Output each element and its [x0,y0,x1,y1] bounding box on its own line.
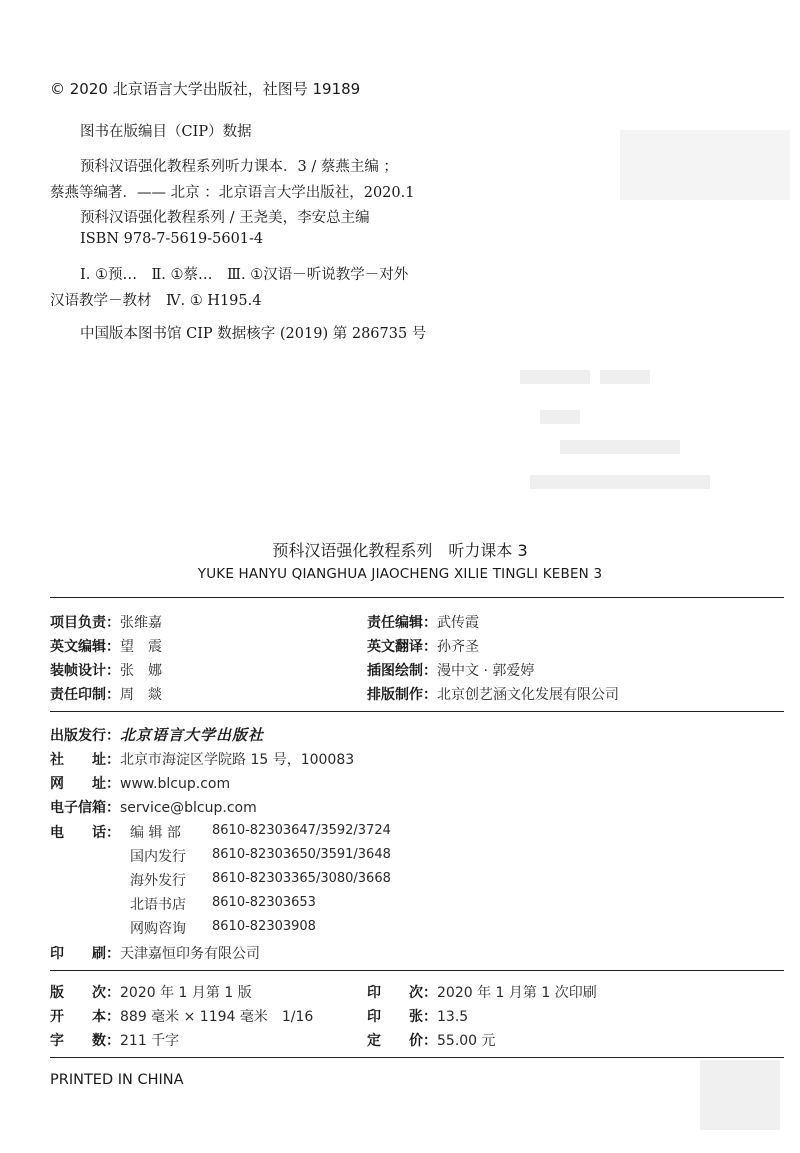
phone-dept: 编 辑 部 [130,825,181,841]
email-label: 电子信箱： [50,800,120,816]
series-title-cn: 预科汉语强化教程系列 听力课本 3 [272,541,528,560]
address-row [50,749,354,769]
credit-typesetting [367,684,619,704]
credit-value: 孙齐圣 [437,639,479,655]
spec-label: 字 数： [50,1033,120,1049]
credit-english-translator [367,636,479,656]
credit-label: 项目负责： [50,615,120,631]
credit-binding-design [50,660,162,680]
cip-line-3: 预科汉语强化教程系列 / 王尧美，李安总主编 [80,210,370,226]
phone-dept: 北语书店 [130,897,186,913]
email-link[interactable]: service@blcup.com [120,800,257,816]
divider [50,597,784,598]
printer-row [50,943,260,963]
credit-value: 望 震 [120,639,162,655]
credit-value: 张 娜 [120,663,162,679]
cip-line-2: 蔡燕等编著．—— 北京 ：北京语言大学出版社，2020.1 [50,185,415,201]
spec-price [367,1030,496,1050]
spec-label: 开 本： [50,1009,120,1025]
credit-value: 北京创艺涵文化发展有限公司 [437,687,619,703]
email-row [50,797,257,817]
spec-edition [50,982,252,1002]
credit-print-manager [50,684,162,704]
phone-number: 8610-82303908 [212,919,316,934]
spec-value: 55.00 元 [437,1033,496,1049]
credit-value: 武传霞 [437,615,479,631]
address-value: 北京市海淀区学院路 15 号，100083 [120,752,355,768]
phone-dept: 网购咨询 [130,921,186,937]
spec-label: 版 次： [50,985,120,1001]
website-row [50,773,230,793]
cip-classification-2: 汉语教学－教材 Ⅳ. ① H195.4 [50,293,262,309]
phone-dept: 国内发行 [130,849,186,865]
spec-value: 2020 年 1 月第 1 版 [120,985,252,1001]
website-label: 网 址： [50,776,120,792]
series-title-en: YUKE HANYU QIANGHUA JIAOCHENG XILIE TINGLI KEBEN 3 [197,566,603,582]
publisher-row [50,724,264,745]
credit-responsible-editor [367,612,479,632]
spec-value: 13.5 [437,1009,469,1025]
credit-label: 排版制作： [367,687,437,703]
printer-value: 天津嘉恒印务有限公司 [120,946,260,962]
credit-value: 张维嘉 [120,615,162,631]
phone-number: 8610-82303650/3591/3648 [212,847,391,862]
spec-label: 印 次： [367,985,437,1001]
spec-value: 2020 年 1 月第 1 次印刷 [437,985,597,1001]
spec-word-count [50,1030,179,1050]
printer-label: 印 刷： [50,946,120,962]
credit-value: 漫中文 · 郭爱婷 [437,663,535,679]
spec-printing [367,982,597,1002]
divider [50,1057,784,1058]
cip-line-1: 预科汉语强化教程系列听力课本．3 / 蔡燕主编 ； [80,159,398,175]
phone-dept: 海外发行 [130,873,186,889]
divider [50,970,784,971]
credit-label: 插图绘制： [367,663,437,679]
divider [50,711,784,712]
credit-label: 责任印制： [50,687,120,703]
credit-label: 责任编辑： [367,615,437,631]
credit-value: 周 燚 [120,687,162,703]
credit-english-editor [50,636,162,656]
publisher-logotype: 北京语言大学出版社 [120,726,265,744]
spec-sheets [367,1006,468,1026]
credit-project-lead [50,612,162,632]
credit-label: 英文编辑： [50,639,120,655]
copyright-line: © 2020 北京语言大学出版社，社图号 19189 [50,80,361,98]
phone-number: 8610-82303653 [212,895,316,910]
cip-isbn: ISBN 978-7-5619-5601-4 [80,231,264,247]
cip-classification-1: Ⅰ. ①预… Ⅱ. ①蔡… Ⅲ. ①汉语－听说教学－对外 [80,267,409,283]
website-link[interactable]: www.blcup.com [120,776,231,792]
credit-label: 装帧设计： [50,663,120,679]
cip-heading: 图书在版编目（CIP）数据 [80,124,252,140]
cip-record-number: 中国版本图书馆 CIP 数据核字 (2019) 第 286735 号 [80,326,427,342]
phone-label: 电 话： [50,825,120,841]
credit-label: 英文翻译： [367,639,437,655]
spec-value: 889 毫米 × 1194 毫米 1/16 [120,1009,314,1025]
spec-value: 211 千字 [120,1033,180,1049]
credit-illustration [367,660,534,680]
publisher-label: 出版发行： [50,728,120,744]
spec-label: 定 价： [367,1033,437,1049]
phone-number: 8610-82303365/3080/3668 [212,871,391,886]
spec-label: 印 张： [367,1009,437,1025]
spec-format [50,1006,313,1026]
printed-in-china: PRINTED IN CHINA [50,1072,184,1088]
address-label: 社 址： [50,752,120,768]
phone-number: 8610-82303647/3592/3724 [212,823,391,838]
